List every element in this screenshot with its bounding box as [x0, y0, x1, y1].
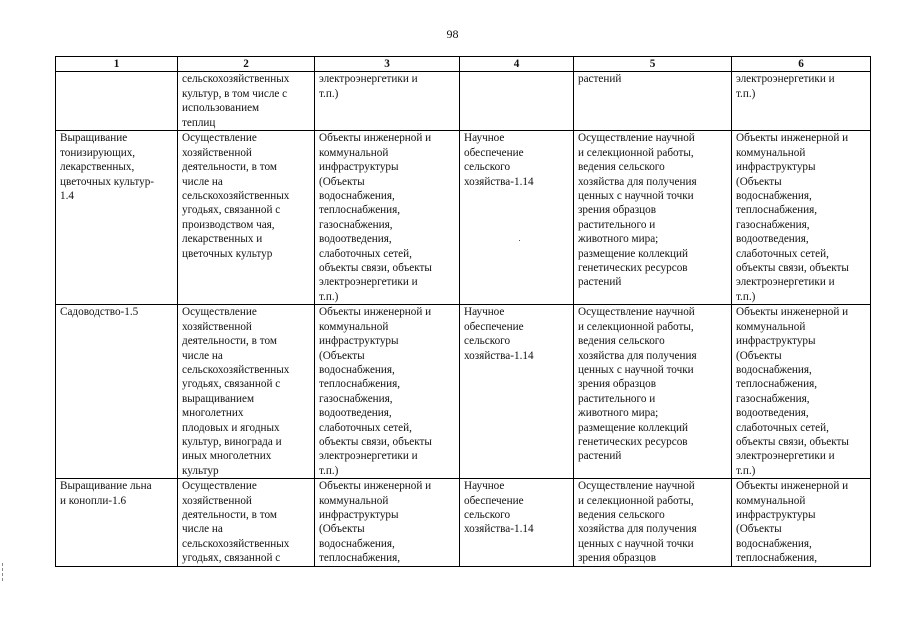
- cell-text-line: объекты связи, объекты: [319, 435, 432, 448]
- table-cell: [574, 72, 732, 131]
- table-cell: [460, 479, 574, 566]
- cell-text-line: и конопли-1.6: [60, 494, 127, 507]
- cell-text-line: (Объекты: [319, 349, 365, 362]
- cell-text-line: слаботочных сетей,: [736, 247, 829, 260]
- cell-text-line: т.п.): [319, 290, 339, 303]
- cell-text-line: растений: [578, 450, 622, 463]
- cell-text-line: теплоснабжения,: [319, 378, 401, 391]
- cell-text-line: цветочных культур-: [60, 175, 155, 188]
- table-cell: [315, 72, 460, 131]
- cell-text-line: водоснабжения,: [319, 363, 395, 376]
- cell-text-line: слаботочных сетей,: [319, 421, 412, 434]
- cell-text-line: сельского: [464, 508, 511, 521]
- table-cell: [56, 479, 178, 566]
- cell-text-line: газоснабжения,: [319, 392, 393, 405]
- cell-text-line: электроэнергетики и: [736, 73, 835, 86]
- table-cell: [460, 131, 574, 305]
- cell-text-line: теплиц: [182, 116, 216, 129]
- table-cell: [460, 305, 574, 479]
- cell-text-line: хозяйства для получения: [578, 349, 697, 362]
- column-header: 1: [56, 57, 178, 72]
- cell-text-line: хозяйства-1.14: [464, 349, 534, 362]
- column-header: 4: [460, 57, 574, 72]
- table-cell: [178, 305, 315, 479]
- cell-text-line: числе на: [182, 349, 223, 362]
- cell-text-line: водоотведения,: [319, 407, 392, 420]
- table-cell: [315, 305, 460, 479]
- cell-text-line: коммунальной: [319, 146, 389, 159]
- cell-text-line: (Объекты: [736, 523, 782, 536]
- cell-text-line: Научное: [464, 480, 505, 493]
- cell-text-line: водоснабжения,: [319, 190, 395, 203]
- cell-text-line: коммунальной: [736, 320, 806, 333]
- cell-text-line: культур, в том числе с: [182, 87, 288, 100]
- table-cell: [315, 479, 460, 566]
- cell-text-line: ведения сельского: [578, 335, 665, 348]
- cell-text-line: животного мира;: [578, 407, 659, 420]
- cell-text-line: Объекты инженерной и: [319, 306, 432, 319]
- cell-text-line: сельскохозяйственных: [182, 537, 290, 550]
- cell-text-line: хозяйственной: [182, 494, 252, 507]
- cell-text-line: зрения образцов: [578, 204, 657, 217]
- cell-text-line: плодовых и ягодных: [182, 421, 280, 434]
- cell-text-line: Выращивание льна: [60, 480, 152, 493]
- cell-text-line: водоотведения,: [736, 233, 809, 246]
- cell-text-line: сельскохозяйственных: [182, 190, 290, 203]
- cell-text-line: инфраструктуры: [736, 508, 816, 521]
- cell-text-line: инфраструктуры: [319, 161, 399, 174]
- cell-text-line: слаботочных сетей,: [319, 247, 412, 260]
- cell-text-line: Объекты инженерной и: [319, 132, 432, 145]
- cell-text-line: газоснабжения,: [736, 392, 810, 405]
- cell-text-line: угодьях, связанной с: [182, 378, 281, 391]
- cell-text-line: теплоснабжения,: [736, 552, 818, 565]
- cell-text-line: Осуществление научной: [578, 480, 695, 493]
- cell-text-line: коммунальной: [319, 494, 389, 507]
- cell-text-line: электроэнергетики и: [319, 450, 418, 463]
- cell-text-line: сельскохозяйственных: [182, 73, 290, 86]
- cell-text-line: хозяйственной: [182, 146, 252, 159]
- cell-text-line: водоснабжения,: [319, 537, 395, 550]
- cell-text-line: растительного и: [578, 392, 656, 405]
- cell-text-line: (Объекты: [319, 523, 365, 536]
- cell-text-line: Объекты инженерной и: [736, 132, 849, 145]
- cell-text-line: электроэнергетики и: [319, 73, 418, 86]
- cell-text-line: многолетних: [182, 407, 244, 420]
- column-header: 6: [732, 57, 871, 72]
- table-cell: [732, 479, 871, 566]
- cell-text-line: Научное: [464, 132, 505, 145]
- page-number: 98: [446, 27, 459, 41]
- cell-text-line: выращиванием: [182, 392, 255, 405]
- cell-text-line: т.п.): [736, 464, 756, 477]
- table-cell: [56, 72, 178, 131]
- cell-text-line: и селекционной работы,: [578, 494, 694, 507]
- cell-text-line: генетических ресурсов: [578, 435, 688, 448]
- cell-text-line: растений: [578, 73, 622, 86]
- cell-text-line: Осуществление научной: [578, 132, 695, 145]
- column-header: 5: [574, 57, 732, 72]
- cell-text-line: зрения образцов: [578, 378, 657, 391]
- cell-text-line: инфраструктуры: [319, 335, 399, 348]
- cell-text-line: объекты связи, объекты: [736, 262, 849, 275]
- cell-text-line: обеспечение: [464, 146, 524, 159]
- cell-text-line: Осуществление: [182, 132, 257, 145]
- cell-text-line: газоснабжения,: [319, 218, 393, 231]
- table-row: [56, 72, 871, 131]
- table-cell: [56, 131, 178, 305]
- column-header: 2: [178, 57, 315, 72]
- cell-text-line: электроэнергетики и: [319, 276, 418, 289]
- cell-text-line: лекарственных и: [182, 233, 263, 246]
- cell-text-line: культур: [182, 464, 219, 477]
- cell-text-line: (Объекты: [319, 175, 365, 188]
- cell-text-line: растительного и: [578, 218, 656, 231]
- land-use-table: [55, 56, 871, 567]
- table-cell: [732, 305, 871, 479]
- cell-text-line: коммунальной: [319, 320, 389, 333]
- table-cell: [732, 72, 871, 131]
- cell-text-line: коммунальной: [736, 146, 806, 159]
- table-cell: [315, 131, 460, 305]
- cell-text-line: хозяйства для получения: [578, 175, 697, 188]
- cell-text-line: ценных с научной точки: [578, 537, 694, 550]
- cell-text-line: тонизирующих,: [60, 146, 136, 159]
- cell-text-line: животного мира;: [578, 233, 659, 246]
- cell-text-line: использованием: [182, 102, 260, 115]
- cell-text-line: хозяйства-1.14: [464, 523, 534, 536]
- cell-text-line: ведения сельского: [578, 161, 665, 174]
- cell-text-line: хозяйственной: [182, 320, 252, 333]
- cell-text-line: растений: [578, 276, 622, 289]
- table-header-row: [56, 57, 871, 72]
- cell-text-line: водоснабжения,: [736, 190, 812, 203]
- cell-text-line: инфраструктуры: [319, 508, 399, 521]
- cell-text-line: теплоснабжения,: [319, 204, 401, 217]
- cell-text-line: лекарственных,: [60, 161, 135, 174]
- table-cell: [732, 131, 871, 305]
- cell-text-line: теплоснабжения,: [736, 378, 818, 391]
- table-cell: [574, 305, 732, 479]
- table-row: [56, 479, 871, 566]
- cell-text-line: ведения сельского: [578, 508, 665, 521]
- cell-text-line: деятельности, в том: [182, 161, 277, 174]
- cell-text-line: т.п.): [319, 464, 339, 477]
- cell-text-line: объекты связи, объекты: [736, 435, 849, 448]
- cell-text-line: сельскохозяйственных: [182, 363, 290, 376]
- cell-text-line: цветочных культур: [182, 247, 273, 260]
- cell-text-line: электроэнергетики и: [736, 276, 835, 289]
- cell-text-line: коммунальной: [736, 494, 806, 507]
- cell-text-line: сельского: [464, 161, 511, 174]
- cell-text-line: Осуществление научной: [578, 306, 695, 319]
- cell-text-line: ценных с научной точки: [578, 190, 694, 203]
- cell-text-line: производством чая,: [182, 218, 275, 231]
- table-row: [56, 131, 871, 305]
- cell-text-line: числе на: [182, 523, 223, 536]
- cell-text-line: объекты связи, объекты: [319, 262, 432, 275]
- cell-text-line: газоснабжения,: [736, 218, 810, 231]
- cell-text-line: электроэнергетики и: [736, 450, 835, 463]
- cell-text-line: хозяйства-1.14: [464, 175, 534, 188]
- cell-text-line: обеспечение: [464, 320, 524, 333]
- table-cell: [574, 479, 732, 566]
- cell-text-line: культур, винограда и: [182, 435, 282, 448]
- cell-text-line: хозяйства для получения: [578, 523, 697, 536]
- cell-text-line: Осуществление: [182, 306, 257, 319]
- cell-text-line: Объекты инженерной и: [736, 306, 849, 319]
- scan-speck: [519, 240, 520, 241]
- table-cell: [460, 72, 574, 131]
- cell-text-line: т.п.): [736, 290, 756, 303]
- cell-text-line: и селекционной работы,: [578, 320, 694, 333]
- cell-text-line: (Объекты: [736, 349, 782, 362]
- cell-text-line: слаботочных сетей,: [736, 421, 829, 434]
- cell-text-line: угодьях, связанной с: [182, 552, 281, 565]
- cell-text-line: зрения образцов: [578, 552, 657, 565]
- cell-text-line: и селекционной работы,: [578, 146, 694, 159]
- cell-text-line: размещение коллекций: [578, 421, 689, 434]
- cell-text-line: деятельности, в том: [182, 508, 277, 521]
- cell-text-line: генетических ресурсов: [578, 262, 688, 275]
- cell-text-line: т.п.): [736, 87, 756, 100]
- cell-text-line: Садоводство-1.5: [60, 306, 139, 319]
- table-cell: [178, 131, 315, 305]
- table-cell: [56, 305, 178, 479]
- cell-text-line: инфраструктуры: [736, 161, 816, 174]
- cell-text-line: Выращивание: [60, 132, 128, 145]
- table-cell: [178, 479, 315, 566]
- cell-text-line: водоотведения,: [736, 407, 809, 420]
- cell-text-line: водоснабжения,: [736, 363, 812, 376]
- cell-text-line: Объекты инженерной и: [319, 480, 432, 493]
- cell-text-line: водоотведения,: [319, 233, 392, 246]
- cell-text-line: Объекты инженерной и: [736, 480, 849, 493]
- cell-text-line: сельского: [464, 335, 511, 348]
- table-cell: [574, 131, 732, 305]
- margin-mark: [2, 563, 6, 581]
- cell-text-line: обеспечение: [464, 494, 524, 507]
- cell-text-line: Осуществление: [182, 480, 257, 493]
- cell-text-line: т.п.): [319, 87, 339, 100]
- cell-text-line: ценных с научной точки: [578, 363, 694, 376]
- cell-text-line: теплоснабжения,: [736, 204, 818, 217]
- table-cell: [178, 72, 315, 131]
- cell-text-line: теплоснабжения,: [319, 552, 401, 565]
- cell-text-line: (Объекты: [736, 175, 782, 188]
- cell-text-line: числе на: [182, 175, 223, 188]
- column-header: 3: [315, 57, 460, 72]
- cell-text-line: водоснабжения,: [736, 537, 812, 550]
- cell-text-line: иных многолетних: [182, 450, 272, 463]
- cell-text-line: Научное: [464, 306, 505, 319]
- cell-text-line: 1.4: [60, 190, 74, 203]
- cell-text-line: деятельности, в том: [182, 335, 277, 348]
- table-row: [56, 305, 871, 479]
- cell-text-line: угодьях, связанной с: [182, 204, 281, 217]
- cell-text-line: инфраструктуры: [736, 335, 816, 348]
- cell-text-line: размещение коллекций: [578, 247, 689, 260]
